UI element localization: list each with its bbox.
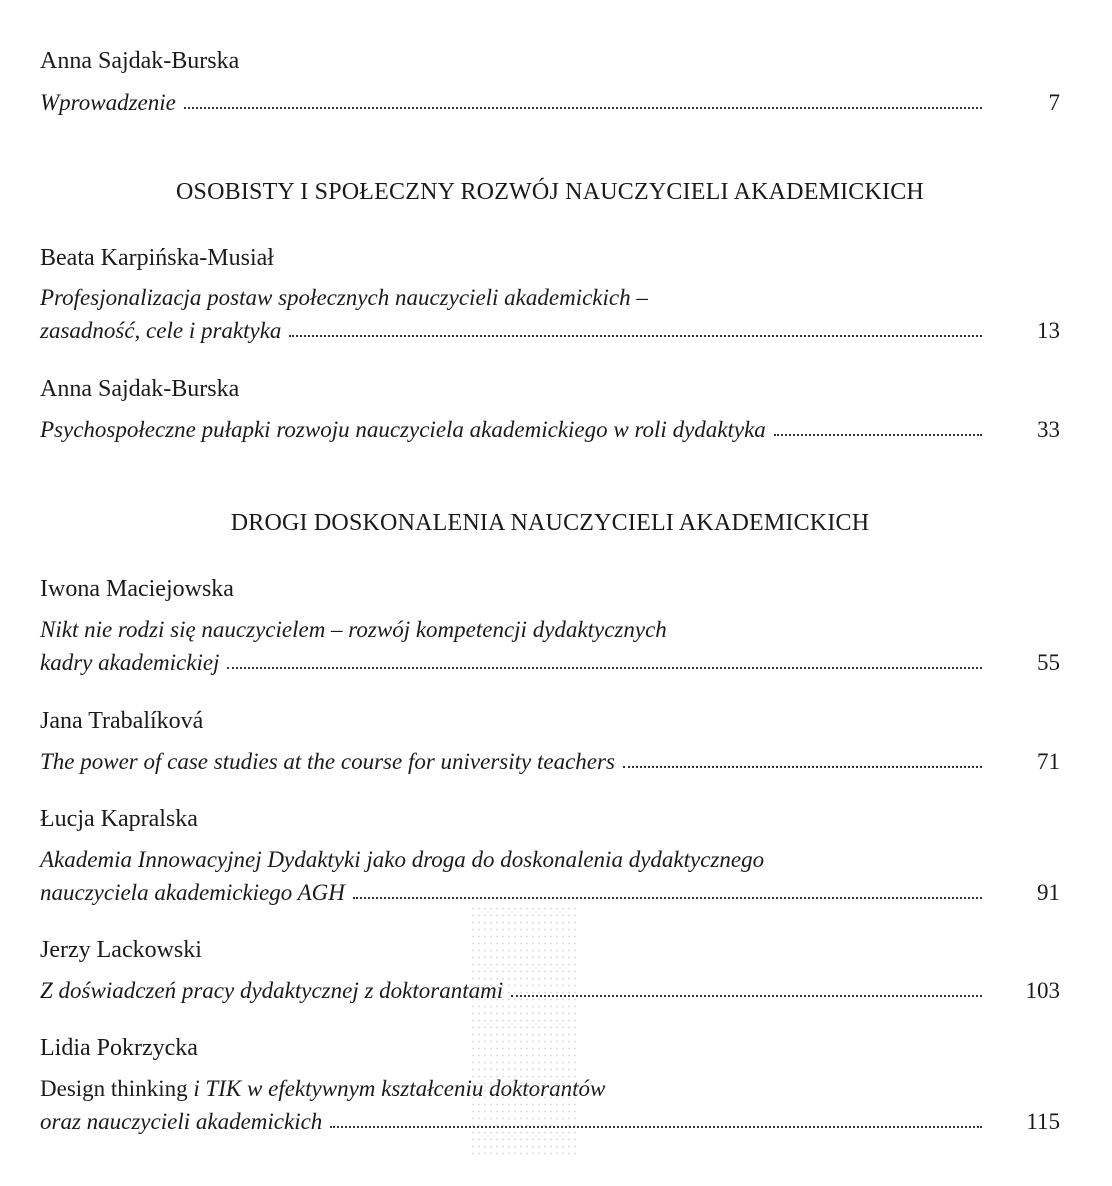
- toc-author: Lidia Pokrzycka: [40, 1035, 198, 1061]
- toc-page-number: 33: [1037, 417, 1060, 442]
- dot-leader: [623, 766, 982, 768]
- section-heading: OSOBISTY I SPOŁECZNY ROZWÓJ NAUCZYCIELI AKADEMICKICH: [176, 179, 924, 205]
- toc-author: Beata Karpińska-Musiał: [40, 245, 274, 271]
- toc-entry-intro[interactable]: [40, 88, 1060, 118]
- toc-author: Łucja Kapralska: [40, 806, 198, 832]
- toc-title: nauczyciela akademickiego AGH: [40, 880, 345, 905]
- toc-author: Jana Trabalíková: [40, 708, 204, 734]
- toc-title-line: Nikt nie rodzi się nauczycielem – rozwój kompetencji dydaktycznych: [40, 617, 667, 642]
- toc-title: oraz nauczycieli akademickich: [40, 1109, 323, 1134]
- toc-title: Z doświadczeń pracy dydaktycznej z doktorantami: [40, 978, 504, 1003]
- dot-leader: [774, 434, 982, 436]
- toc-entry[interactable]: [40, 747, 1060, 777]
- dot-leader: [353, 897, 982, 899]
- toc-page-number: 7: [1048, 90, 1060, 115]
- toc-title: The power of case studies at the course for university teachers: [40, 749, 615, 774]
- toc-page-number: 55: [1037, 650, 1060, 675]
- toc-entry[interactable]: [40, 878, 1060, 908]
- dot-leader: [511, 995, 982, 997]
- toc-entry[interactable]: [40, 316, 1060, 346]
- toc-title: kadry akademickiej: [40, 650, 220, 675]
- scan-speckle-artifact: [470, 905, 580, 1155]
- toc-author: Iwona Maciejowska: [40, 576, 234, 602]
- title-italic-part: i TIK w efektywnym kształceniu doktorantów: [187, 1076, 606, 1101]
- dot-leader: [227, 667, 982, 669]
- toc-page-number: 115: [1026, 1109, 1060, 1134]
- toc-title-line: Profesjonalizacja postaw społecznych nauczycieli akademickich –: [40, 285, 648, 310]
- toc-title-line: Akademia Innowacyjnej Dydaktyki jako droga do doskonalenia dydaktycznego: [40, 847, 765, 872]
- section-heading: DROGI DOSKONALENIA NAUCZYCIELI AKADEMICKICH: [230, 510, 870, 536]
- toc-author: Anna Sajdak-Burska: [40, 48, 240, 74]
- dot-leader: [289, 335, 982, 337]
- toc-page-number: 71: [1037, 749, 1060, 774]
- toc-page-number: 103: [1025, 978, 1060, 1003]
- toc-page-number: 13: [1037, 318, 1060, 343]
- toc-title: zasadność, cele i praktyka: [40, 318, 282, 343]
- toc-title: Psychospołeczne pułapki rozwoju nauczyciela akademickiego w roli dydaktyka: [40, 417, 766, 442]
- title-upright-part: Design thinking: [40, 1076, 188, 1101]
- toc-title: Wprowadzenie: [40, 90, 176, 115]
- toc-entry[interactable]: [40, 648, 1060, 678]
- toc-entry[interactable]: [40, 415, 1060, 445]
- dot-leader: [184, 107, 982, 109]
- dot-leader: [330, 1126, 982, 1128]
- toc-author: Anna Sajdak-Burska: [40, 376, 240, 402]
- toc-page-number: 91: [1037, 880, 1060, 905]
- toc-author: Jerzy Lackowski: [40, 937, 202, 963]
